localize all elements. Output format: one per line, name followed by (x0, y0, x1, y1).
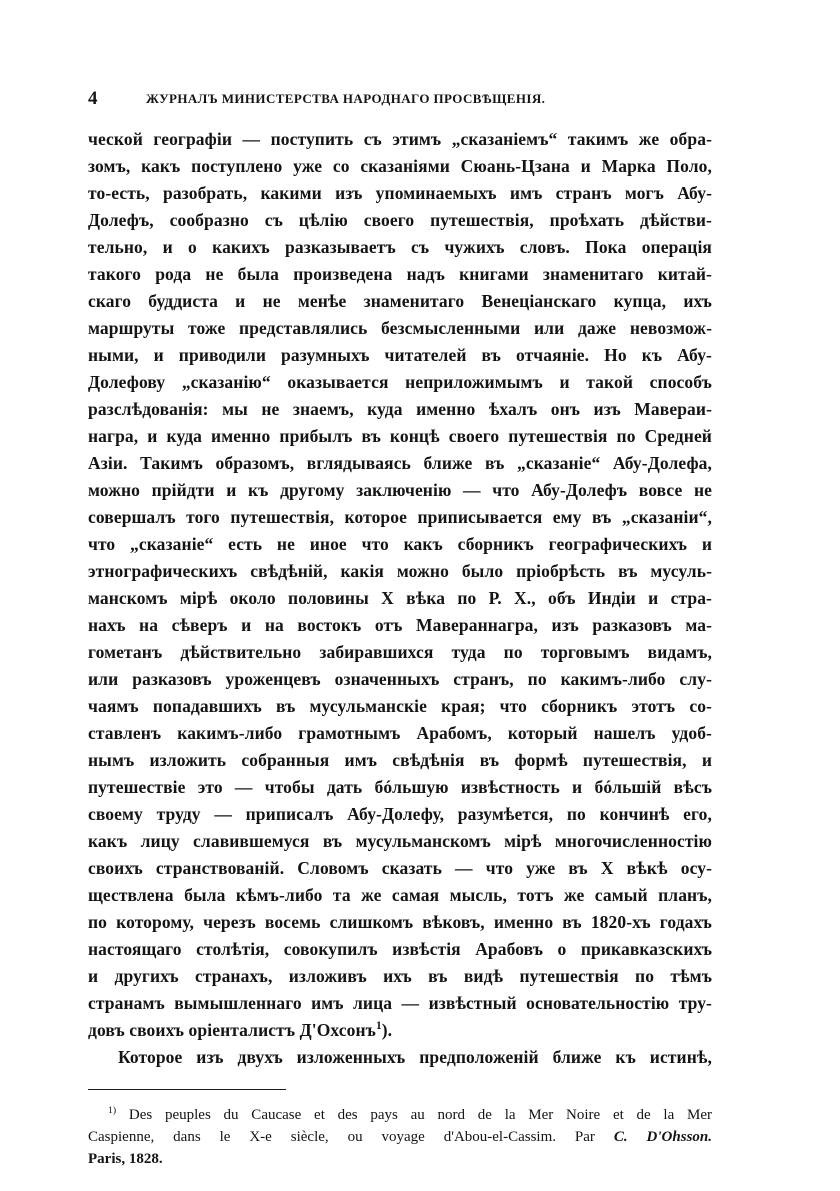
text-line: настоящаго столѣтія, совокупилъ извѣстія Арабовъ о прикавказскихъ (88, 939, 712, 959)
text-line: разслѣдованія: мы не знаемъ, куда именно ѣхалъ онъ изъ Мавераи- (88, 399, 712, 419)
text-line: зомъ, какъ поступлено уже со сказаніями Сюань-Цзана и Марка Поло, (88, 156, 712, 176)
text-line: нахъ на сѣверъ и на востокъ отъ Мавераннагра, изъ разказовъ ма- (88, 615, 712, 635)
text-line: ными, и приводили разумныхъ читателей въ отчаяніе. Но къ Абу- (88, 345, 712, 365)
line-ending: ). (381, 1020, 393, 1040)
text-line: ставленъ какимъ-либо грамотнымъ Арабомъ, который нашелъ удоб- (88, 723, 712, 743)
journal-title: ЖУРНАЛЪ МИНИСТЕРСТВА НАРОДНАГО ПРОСВѢЩЕНІЯ. (146, 91, 546, 106)
text-line-with-footnote-ref (88, 1017, 712, 1044)
text-line: своихъ странствованій. Словомъ сказать — что уже въ X вѣкѣ осу- (88, 858, 712, 878)
text-line: Азіи. Такимъ образомъ, вглядываясь ближе въ „сказаніе“ Абу-Долефа, (88, 453, 712, 473)
footnote-text: Caspienne, dans le X-e siècle, ou voyage d'Abou-el-Cassim. Par (88, 1129, 595, 1145)
text-line: нымъ изложить собранныя имъ свѣдѣнія въ формѣ путешествія, и (88, 750, 712, 770)
text-line: или разказовъ уроженцевъ означенныхъ странъ, по какимъ-либо слу- (88, 669, 712, 689)
paragraph-start-line: Которое изъ двухъ изложенныхъ предположеній ближе къ истинѣ, (118, 1047, 712, 1067)
main-text (88, 126, 712, 1071)
text-line: этнографическихъ свѣдѣній, какія можно было пріобрѣсть въ мусуль- (88, 561, 712, 581)
footnote-author: C. D'Ohsson. (613, 1129, 712, 1145)
text-line: что „сказаніе“ есть не иное что какъ сборникъ географическихъ и (88, 534, 712, 554)
footnote-reference[interactable]: 1 (375, 1020, 382, 1033)
text-line: по которому, черезъ восемь слишкомъ вѣковъ, именно въ 1820-хъ годахъ (88, 912, 712, 932)
footnote-divider (88, 1089, 286, 1090)
text-line: какъ лицу славившемуся въ мусульманскомъ мірѣ многочисленностію (88, 831, 712, 851)
text-line: довъ своихъ оріенталистъ Д'Охсонъ (88, 1020, 376, 1040)
text-line: странамъ вымышленнаго имъ лица — извѣстный основательностію тру- (88, 993, 712, 1013)
text-line: манскомъ мірѣ около половины X вѣка по Р. Х., объ Индіи и стра- (88, 588, 712, 608)
page-number: 4 (88, 88, 98, 109)
text-line: чаямъ попадавшихъ въ мусульманскіе края; что сборникъ этотъ со- (88, 696, 712, 716)
text-line: можно прійдти и къ другому заключенію — что Абу-Долефъ вовсе не (88, 480, 712, 500)
text-line: путешествіе это — чтобы дать бóльшую извѣстность и бóльшій вѣсъ (88, 777, 712, 797)
text-line: гометанъ дѣйствительно забиравшихся туда по торговымъ видамъ, (88, 642, 712, 662)
text-line: Долефову „сказанію“ оказывается неприложимымъ и такой способъ (88, 372, 712, 392)
text-line: такого рода не была произведена надъ книгами знаменитаго китай- (88, 264, 712, 284)
text-line: скаго буддиста и не менѣе знаменитаго Венеціанскаго купца, ихъ (88, 291, 712, 311)
text-line: тельно, и о какихъ разказываетъ съ чужихъ словъ. Пока операція (88, 237, 712, 257)
text-line: своему труду — приписалъ Абу-Долефу, разумѣется, по кончинѣ его, (88, 804, 712, 824)
text-line: Долефъ, сообразно съ цѣлію своего путешествія, проѣхать дѣйстви- (88, 210, 712, 230)
footnote (88, 1104, 712, 1170)
footnote-text: Des peuples du Caucase et des pays au nord de la Mer Noire et de la Mer (128, 1107, 713, 1123)
text-line: награ, и куда именно прибылъ въ концѣ своего путешествія по Средней (88, 426, 712, 446)
text-line: ществлена была кѣмъ-либо та же самая мысль, тотъ же самый планъ, (88, 885, 712, 905)
text-line: совершалъ того путешествія, которое приписывается ему въ „сказаніи“, (88, 507, 712, 527)
footnote-line (88, 1126, 712, 1148)
footnote-marker: 1) (108, 1105, 117, 1116)
text-line: и другихъ странахъ, изложивъ ихъ въ видѣ путешествія по тѣмъ (88, 966, 712, 986)
text-line: то-есть, разобрать, какими изъ упоминаемыхъ имъ странъ могъ Абу- (88, 183, 712, 203)
text-line: маршруты тоже представлялись безсмысленными или даже невозмож- (88, 318, 712, 338)
running-head (88, 88, 712, 118)
text-line: ческой географіи — поступить съ этимъ „сказаніемъ“ такимъ же обра- (88, 129, 712, 149)
book-page (88, 88, 712, 1170)
footnote-line (88, 1104, 712, 1126)
footnote-imprint: Paris, 1828. (88, 1151, 163, 1167)
